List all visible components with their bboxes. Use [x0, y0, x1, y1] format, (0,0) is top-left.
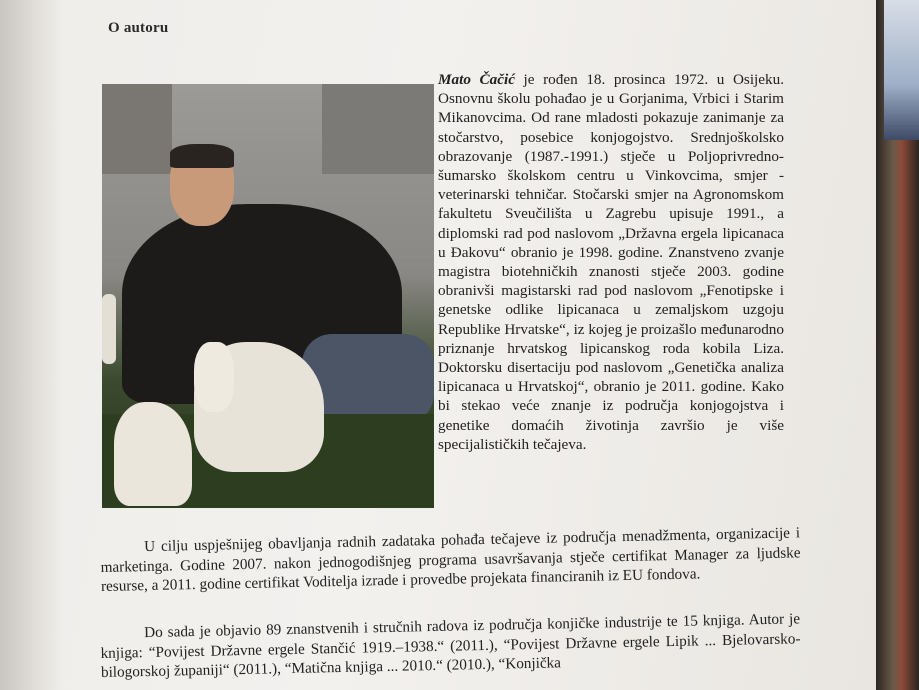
paragraph-publications-text: Do sada je objavio 89 znanstvenih i stručnih radova iz područja konjičke industrije te 15 knjiga. Autor je knjiga: “Povijest Državne ergele Stančić 1919.–1938.“ (2011.), “Povijest Državne ergele Lipik ... Bjelovarsko-bilogorskoj županiji“ (2011.), “Matična knjiga ... 2010.“ (2010.), “Konjička: [100, 610, 801, 682]
author-photo: [102, 84, 434, 508]
photo-horse-statue-neck: [194, 342, 234, 412]
photo-person-hair: [170, 144, 234, 168]
photo-horse-statue-edge: [102, 294, 116, 364]
paragraph-publications: [100, 609, 801, 682]
background-book-strip: [884, 0, 919, 140]
author-name: Mato Čačić: [438, 71, 515, 88]
intro-text: je rođen 18. prosinca 1972. u Osijeku. Osnovnu školu pohađao je u Gorjanima, Vrbici i Starim Mikanovcima. Od rane mladosti pokazuje zanimanje za stočarstvo, posebice konjogojstvo. Srednjoškolsko obrazovanje (1987.-1991.) stječe u Poljoprivredno-šumarsko školskom centru u Vinkovcima, smjer - veterinarski tehničar. Stočarski smjer na Agronomskom fakultetu Sveučilišta u Zagrebu upisuje 1991., a diplomski rad pod naslovom „Državna ergela lipicanaca u Đakovu“ obranio je 1998. godine. Znanstveno zvanje magistra biotehničkih znanosti stječe 2003. godine obranivši magistarski rad pod naslovom „Fenotipske i genetske odlike lipicanaca u zemaljskom uzgoju Republike Hrvatske“, iz kojeg je proizašlo međunarodno priznanje hrvatskog lipicanskog roda kobila Liza. Doktorsku disertaciju pod naslovom „Genetička analiza lipicanaca u Hrvatskoj“, obranio je 2011. godine. Kako bi stekao veće znanje iz područja konjogojstva i genetike domaćih životinja završio je više specijalističkih tečajeva.: [438, 71, 784, 453]
page-gutter: [0, 0, 62, 690]
photo-wall-right: [322, 84, 434, 174]
paragraph-training: [100, 523, 801, 596]
paragraph-training-text: U cilju uspješnijeg obavljanja radnih zadataka pohađa tečajeve iz područja menadžmenta, organizacije i marketinga. Godine 2007. nakon jednogodišnjeg programa usavršavanja stječe certifikat Manager za ljudske resurse, a 2011. godine certifikat Voditelja izrade i provedbe projekata financiranih iz EU fondova.: [100, 524, 801, 596]
section-heading: O autoru: [108, 20, 169, 36]
photo-wall-left: [102, 84, 172, 174]
photo-horse-statue-small: [114, 402, 192, 506]
intro-paragraph: [438, 70, 784, 454]
